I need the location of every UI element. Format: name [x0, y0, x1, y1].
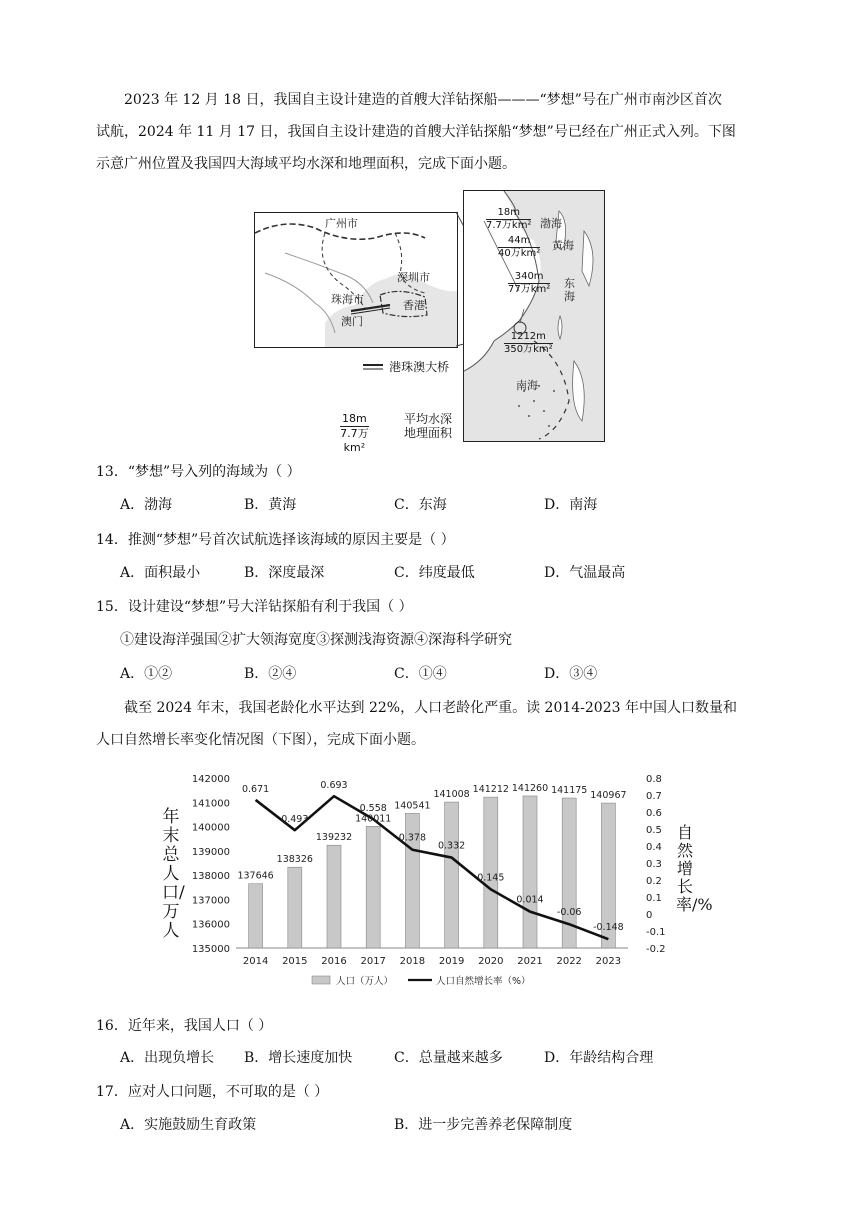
x-tick-label: 2014 [242, 956, 269, 967]
legend-bar-label: 人口（万人） [336, 976, 394, 987]
bohai-depth: 18m [486, 207, 531, 220]
bridge-legend [362, 356, 449, 375]
q13-option-b[interactable]: B．黄海 [244, 497, 297, 513]
bridge-legend-label: 港珠澳大桥 [389, 360, 450, 374]
nanhai-area: 350万km² [504, 344, 553, 355]
x-tick-label: 2015 [282, 956, 308, 967]
q14-stem: 14．推测“梦想”号首次试航选择该海域的原因主要是（ ） [96, 532, 455, 548]
q17-option-b[interactable]: B．进一步完善养老保障制度 [394, 1117, 573, 1133]
line-value-label: 0.378 [398, 832, 427, 844]
shenzhen-label: 深圳市 [397, 271, 430, 284]
q14-option-c[interactable]: C．纬度最低 [394, 565, 475, 581]
sea-name-huanghai: 黄海 [552, 239, 574, 252]
legend-bar-swatch [312, 976, 330, 984]
q15-stem: 15．设计建设“梦想”号大洋钻探船有利于我国（ ） [96, 599, 413, 615]
bar-value-label: 141008 [433, 789, 470, 801]
y2-tick-label: 0.8 [646, 774, 662, 785]
legend-line-label: 人口自然增长率（%） [436, 976, 531, 987]
line-value-label: -0.06 [556, 907, 582, 919]
y2-tick-label: -0.2 [646, 944, 666, 955]
chart-ylabel: 年末总人口/万人 [162, 807, 185, 941]
line-value-label: 0.671 [241, 783, 270, 795]
x-tick-label: 2022 [556, 956, 582, 967]
q16-option-a[interactable]: A．出现负增长 [120, 1050, 215, 1066]
y2-tick-label: 0.5 [646, 825, 662, 836]
bohai-area: 7.7万km² [486, 220, 532, 231]
x-tick-label: 2023 [595, 956, 622, 967]
y-tick-label: 141000 [191, 798, 230, 810]
y2-tick-label: 0.7 [646, 791, 662, 802]
line-value-label: 0.693 [320, 780, 348, 792]
bar-value-label: 140541 [394, 800, 431, 812]
q14-option-d[interactable]: D．气温最高 [544, 565, 626, 581]
zhuhai-label: 珠海市 [331, 293, 364, 306]
legend-depth: 18m [342, 412, 367, 425]
x-tick-label: 2019 [438, 956, 465, 967]
bar-value-label: 137646 [237, 870, 274, 882]
y2-tick-label: 0.2 [646, 876, 662, 887]
chart-line [256, 796, 609, 939]
x-tick-label: 2016 [321, 956, 347, 967]
intro1-line2: 试航，2024 年 11 月 17 日，我国自主设计建造的首艘大洋钻探船“梦想”号已经在广州正式入列。下图 [96, 124, 736, 140]
y-tick-label: 137000 [191, 895, 230, 907]
guangzhou-label: 广州市 [325, 217, 358, 230]
bar-value-label: 141212 [472, 784, 509, 796]
bar-value-label: 139232 [315, 832, 353, 844]
hongkong-label: 香港 [403, 299, 425, 312]
line-value-label: 0.014 [516, 894, 544, 906]
bar-value-label: 141260 [511, 782, 549, 794]
y2-tick-label: 0.6 [646, 808, 662, 819]
population-chart [160, 764, 713, 1004]
sea-name-nanhai: 南海 [516, 379, 538, 392]
y-tick-label: 136000 [191, 919, 230, 931]
q17-stem: 17．应对人口问题，不可取的是（ ） [96, 1084, 329, 1100]
y2-tick-label: 0.4 [646, 842, 662, 853]
q17-option-a[interactable]: A．实施鼓励生育政策 [120, 1117, 257, 1133]
legend-area: 7.7万km² [340, 427, 369, 454]
q15-option-b[interactable]: B．②④ [244, 666, 297, 682]
y-tick-label: 139000 [191, 846, 230, 858]
q13-option-a[interactable]: A．渤海 [120, 497, 173, 513]
population-bar [366, 826, 380, 948]
sea-stat-donghai [508, 271, 550, 296]
population-bar [445, 802, 459, 948]
line-value-label: 0.332 [437, 840, 466, 852]
china-seas-map [463, 190, 605, 442]
q16-option-b[interactable]: B．增长速度加快 [244, 1050, 353, 1066]
y2-tick-label: 0 [646, 910, 653, 921]
q15-statements: ①建设海洋强国②扩大领海宽度③探测浅海资源④深海科学研究 [120, 632, 512, 648]
q15-option-d[interactable]: D．③④ [544, 666, 598, 682]
line-value-label: 0.558 [359, 803, 387, 815]
y-tick-label: 140000 [191, 822, 230, 834]
growth-rate-line [256, 796, 609, 939]
y2-tick-label: -0.1 [646, 927, 666, 938]
q15-option-c[interactable]: C．①④ [394, 666, 447, 682]
legend-fraction [340, 412, 369, 455]
legend-explanation [404, 412, 452, 440]
line-value-label: 0.145 [477, 872, 505, 884]
line-value-label: 0.493 [281, 814, 309, 826]
sea-name-bohai: 渤海 [540, 217, 562, 230]
q14-option-b[interactable]: B．深度最深 [244, 565, 325, 581]
huanghai-depth: 44m [498, 235, 540, 248]
y2-tick-label: 0.3 [646, 859, 662, 870]
q16-stem: 16．近年来，我国人口（ ） [96, 1018, 273, 1034]
sea-stat-huanghai [498, 235, 540, 260]
sea-name-donghai: 东海 [564, 277, 575, 303]
q16-option-c[interactable]: C．总量越来越多 [394, 1050, 503, 1066]
donghai-area: 77万km² [508, 284, 551, 295]
macau-label: 澳门 [341, 315, 363, 328]
sea-stat-bohai [486, 207, 531, 232]
y-tick-label: 135000 [191, 944, 230, 955]
x-tick-label: 2021 [517, 956, 543, 967]
x-tick-label: 2020 [478, 956, 504, 967]
q13-stem: 13．“梦想”号入列的海域为（ ） [96, 464, 301, 480]
x-tick-label: 2017 [360, 956, 386, 967]
y2-tick-label: 0.1 [646, 893, 662, 904]
chart-legend [312, 975, 531, 987]
nanhai-depth: 1212m [504, 331, 553, 344]
y-tick-label: 142000 [191, 774, 230, 785]
bridge-legend-symbol [362, 362, 384, 372]
line-value-label: -0.148 [593, 922, 624, 934]
bar-value-label: 138326 [276, 854, 313, 866]
inset-map [254, 212, 458, 348]
china-seas-drawing [464, 191, 604, 441]
q16-option-d[interactable]: D．年龄结构合理 [544, 1050, 654, 1066]
donghai-depth: 340m [508, 271, 550, 284]
bar-value-label: 140011 [355, 813, 392, 825]
q13-option-c[interactable]: C．东海 [394, 497, 447, 513]
population-bar [249, 884, 263, 948]
population-bar [327, 845, 341, 948]
q13-option-d[interactable]: D．南海 [544, 497, 598, 513]
population-chart-svg [160, 764, 713, 1004]
sea-stat-nanhai [504, 331, 553, 356]
q15-option-a[interactable]: A．①② [120, 666, 173, 682]
legend-area-label: 地理面积 [404, 426, 453, 440]
chart-y2label: 自然增长率/% [676, 823, 713, 914]
huanghai-area: 40万km² [498, 248, 541, 259]
intro1-line3: 示意广州位置及我国四大海域平均水深和地理面积，完成下面小题。 [96, 156, 516, 172]
x-tick-label: 2018 [399, 956, 426, 967]
intro2-line2: 人口自然增长率变化情况图（下图），完成下面小题。 [96, 732, 425, 748]
y-tick-label: 138000 [191, 871, 230, 883]
bar-value-label: 140967 [590, 790, 627, 802]
population-bar [288, 867, 302, 948]
legend-depth-label: 平均水深 [404, 412, 453, 426]
intro1-line1: 2023 年 12 月 18 日，我国自主设计建造的首艘大洋钻探船———“梦想”号在广州市南沙区首次 [124, 92, 722, 108]
population-bar [523, 796, 537, 948]
q14-option-a[interactable]: A．面积最小 [120, 565, 201, 581]
bar-value-label: 141175 [551, 785, 588, 797]
intro2-line1: 截至 2024 年末，我国老龄化水平达到 22%，人口老龄化严重。读 2014-2023 年中国人口数量和 [124, 700, 737, 716]
